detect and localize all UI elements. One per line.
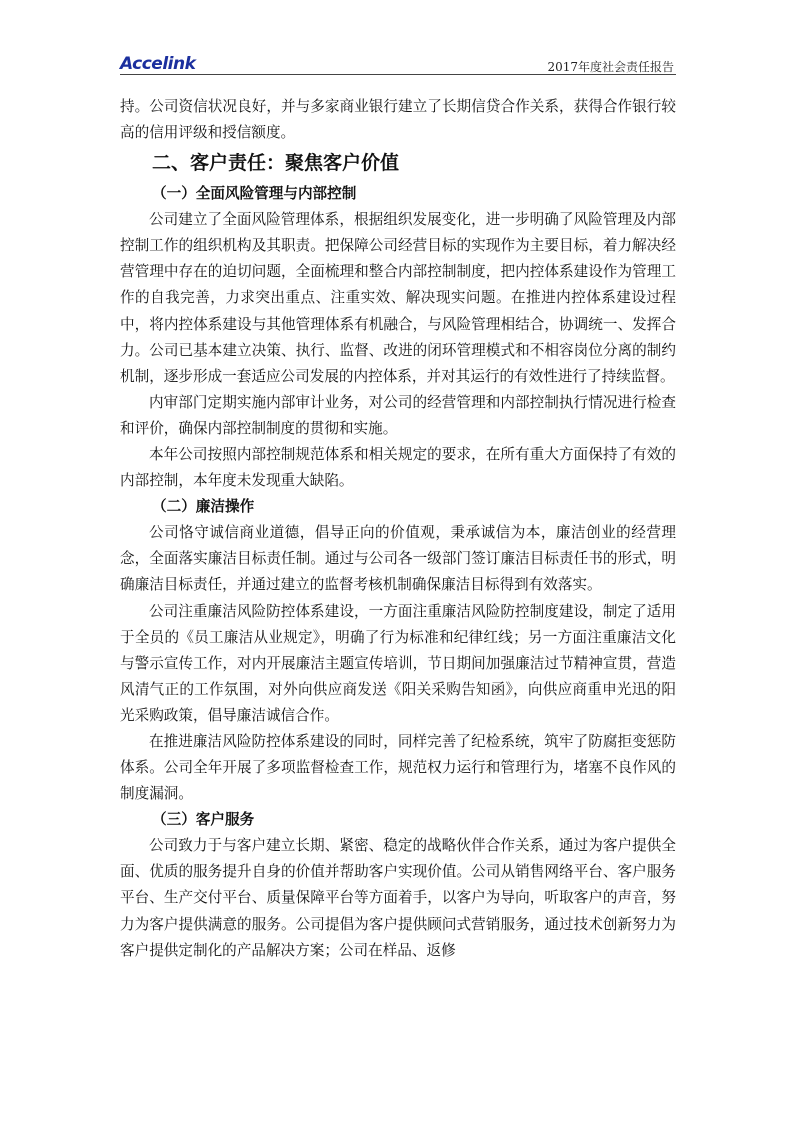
report-title: 2017年度社会责任报告 bbox=[547, 60, 674, 74]
header-divider bbox=[120, 74, 676, 75]
page-header bbox=[120, 52, 676, 76]
subsection-title-risk-control: （一）全面风险管理与内部控制 bbox=[152, 185, 357, 203]
subsection-title-customer-service: （三）客户服务 bbox=[152, 811, 255, 829]
paragraph: 公司建立了全面风险管理体系，根据组织发展变化，进一步明确了风险管理及内部控制工作的组织机构及其职责。把保障公司经营目标的实现作为主要目标，着力解决经营管理中存在的迫切问题，全面梳理和整合内部控制制度，把内控体系建设作为管理工作的自我完善，力求突出重点、注重实效、解决现实问题。在推进内控体系建设过程中，将内控体系建设与其他管理体系有机融合，与风险管理相结合，协调统一、发挥合力。公司已基本建立决策、执行、监督、改进的闭环管理模式和不相容岗位分离的制约机制，逐步形成一套适应公司发展的内控体系，并对其运行的有效性进行了持续监督。 bbox=[120, 211, 676, 385]
paragraph: 在推进廉洁风险防控体系建设的同时，同样完善了纪检系统，筑牢了防腐拒变惩防体系。公司全年开展了多项监督检查工作，规范权力运行和管理行为，堵塞不良作风的制度漏洞。 bbox=[120, 732, 676, 803]
paragraph: 内审部门定期实施内部审计业务，对公司的经营管理和内部控制执行情况进行检查和评价，确保内部控制制度的贯彻和实施。 bbox=[120, 393, 676, 437]
subsection-title-integrity: （二）廉洁操作 bbox=[152, 498, 255, 516]
paragraph: 公司注重廉洁风险防控体系建设，一方面注重廉洁风险防控制度建设，制定了适用于全员的《员工廉洁从业规定》，明确了行为标准和纪律红线；另一方面注重廉洁文化与警示宣传工作，对内开展廉洁主题宣传培训，节日期间加强廉洁过节精神宣贯，营造风清气正的工作氛围，对外向供应商发送《阳关采购告知函》，向供应商重申光迅的阳光采购政策，倡导廉洁诚信合作。 bbox=[120, 602, 676, 724]
accelink-logo: Accelink bbox=[120, 54, 196, 74]
paragraph: 本年公司按照内部控制规范体系和相关规定的要求，在所有重大方面保持了有效的内部控制，本年度未发现重大缺陷。 bbox=[120, 446, 676, 490]
intro-paragraph: 持。公司资信状况良好，并与多家商业银行建立了长期信贷合作关系，获得合作银行较高的信用评级和授信额度。 bbox=[120, 98, 676, 142]
paragraph: 公司恪守诚信商业道德，倡导正向的价值观，秉承诚信为本，廉洁创业的经营理念，全面落实廉洁目标责任制。通过与公司各一级部门签订廉洁目标责任书的形式，明确廉洁目标责任，并通过建立的监督考核机制确保廉洁目标得到有效落实。 bbox=[120, 524, 676, 594]
section-title: 二、客户责任：聚焦客户价值 bbox=[152, 152, 400, 175]
page-body bbox=[120, 94, 676, 964]
paragraph: 公司致力于与客户建立长期、紧密、稳定的战略伙伴合作关系，通过为客户提供全面、优质的服务提升自身的价值并帮助客户实现价值。公司从销售网络平台、客户服务平台、生产交付平台、质量保障平台等方面着手，以客户为导向，听取客户的声音，努力为客户提供满意的服务。公司提倡为客户提供顾问式营销服务，通过技术创新努力为客户提供定制化的产品解决方案；公司在样品、返修 bbox=[120, 837, 676, 959]
